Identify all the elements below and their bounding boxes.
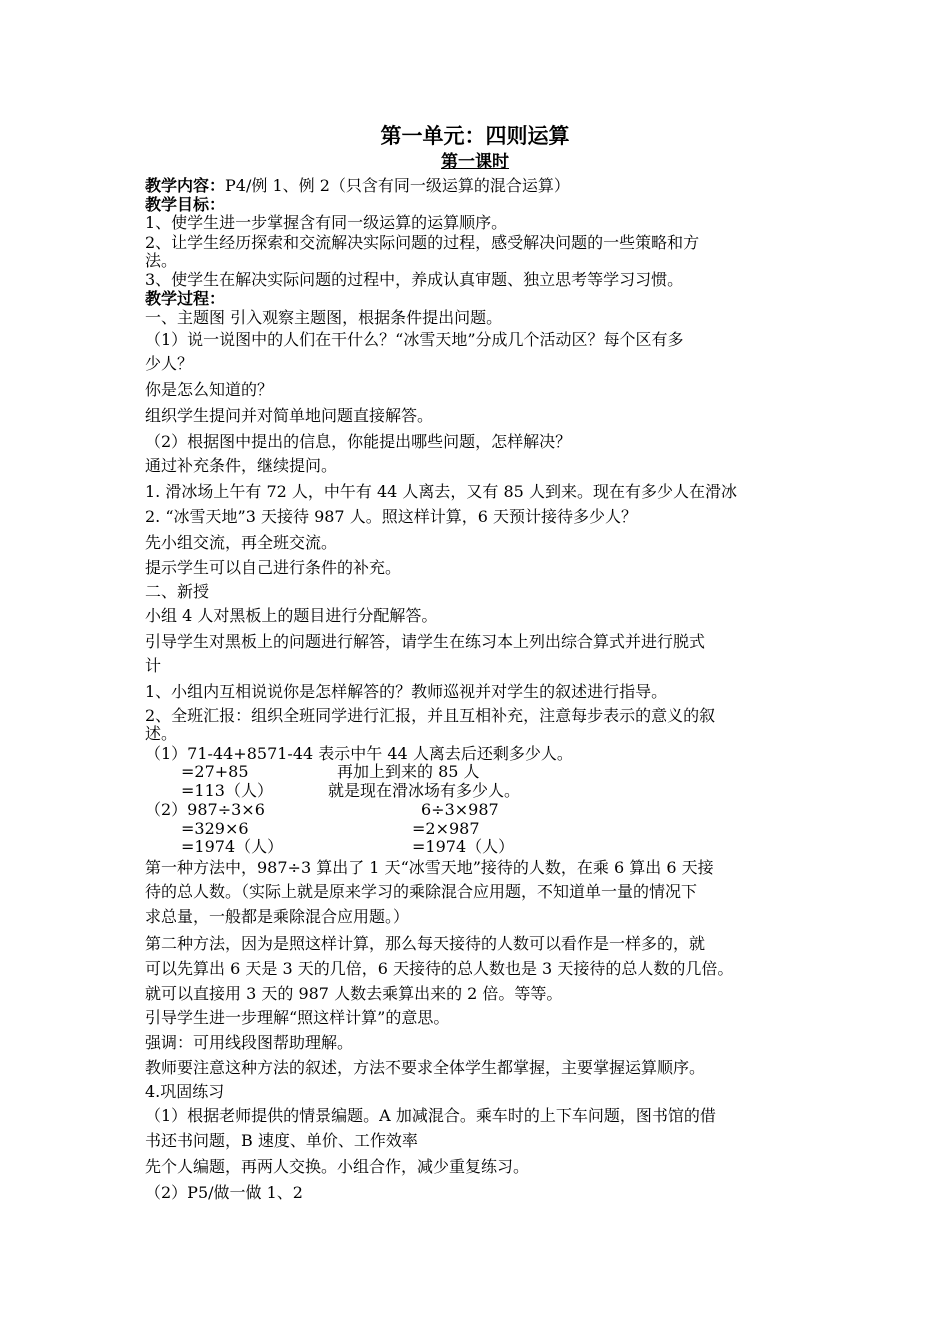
goal-2-line-1: 2、让学生经历探索和交流解决实际问题的过程，感受解决问题的一些策略和方 [145,233,700,252]
calc-step: （2）987÷3×6 [145,800,265,819]
paragraph: （2）P5/做一做 1、2 [145,1183,303,1202]
paragraph: 可以先算出 6 天是 3 天的几倍，6 天接待的总人数也是 3 天接待的总人数的几倍。 [145,959,734,978]
calc-note: 再加上到来的 85 人 [337,762,480,781]
calc-step: =1974（人） [181,837,284,856]
lesson-subtitle: 第一课时 [441,152,509,172]
paragraph: （1）根据老师提供的情景编题。A 加减混合。乘车时的上下车问题，图书馆的借 [145,1106,716,1125]
paragraph: 计 [145,656,162,675]
paragraph: 少人？ [145,354,194,373]
section-heading: 4.巩固练习 [145,1082,225,1101]
calc-step: =113（人） [181,781,273,800]
paragraph: 你是怎么知道的？ [145,380,274,399]
calc-note: 就是现在滑冰场有多少人。 [328,781,521,800]
paragraph: 教师要注意这种方法的叙述，方法不要求全体学生都掌握，主要掌握运算顺序。 [145,1058,706,1077]
calc-step: =329×6 [181,819,249,838]
paragraph: 就可以直接用 3 天的 987 人数去乘算出来的 2 倍。等等。 [145,984,563,1003]
problem-1: 1. 滑冰场上午有 72 人，中午有 44 人离去，又有 85 人到来。现在有多少人在滑冰 [145,482,737,501]
paragraph: 组织学生提问并对简单地问题直接解答。 [145,406,434,425]
paragraph: （2）根据图中提出的信息，你能提出哪些问题，怎样解决？ [145,432,572,451]
paragraph: 先个人编题，再两人交换。小组合作，减少重复练习。 [145,1157,530,1176]
paragraph: 书还书问题，B 速度、单价、工作效率 [145,1131,418,1150]
calc-step: 6÷3×987 [421,800,499,819]
paragraph: 述。 [145,724,178,743]
goal-2-line-2: 法。 [145,251,178,270]
calc-step: =27+85 [181,762,249,781]
paragraph: 待的总人数。（实际上就是原来学习的乘除混合应用题，不知道单一量的情况下 [145,882,698,901]
paragraph: 1、小组内互相说说你是怎样解答的？教师巡视并对学生的叙述进行指导。 [145,682,668,701]
problem-2: 2. “冰雪天地”3 天接待 987 人。照这样计算，6 天预计接待多少人？ [145,507,637,526]
paragraph: 通过补充条件，继续提问。 [145,456,338,475]
paragraph: 第一种方法中，987÷3 算出了 1 天“冰雪天地”接待的人数，在乘 6 算出 6 天接 [145,858,714,877]
paragraph: 一、主题图 引入观察主题图，根据条件提出问题。 [145,308,503,327]
paragraph: 引导学生对黑板上的问题进行解答，请学生在练习本上列出综合算式并进行脱式 [145,632,706,651]
paragraph: 先小组交流，再全班交流。 [145,533,338,552]
calc-step: =2×987 [412,819,480,838]
paragraph: 第二种方法，因为是照这样计算，那么每天接待的人数可以看作是一样多的，就 [145,934,706,953]
paragraph: 提示学生可以自己进行条件的补充。 [145,558,402,577]
paragraph: （1）说一说图中的人们在干什么？“冰雪天地”分成几个活动区？每个区有多 [145,330,684,349]
page-title: 第一单元：四则运算 [380,124,570,148]
content-label: 教学内容： [145,176,226,195]
calc-line: （1）71-44+8571-44 表示中午 44 人离去后还剩多少人。 [145,744,573,763]
paragraph: 小组 4 人对黑板上的题目进行分配解答。 [145,606,438,625]
goals-label: 教学目标： [145,195,226,214]
process-label: 教学过程： [145,289,226,308]
goal-3: 3、使学生在解决实际问题的过程中，养成认真审题、独立思考等学习习惯。 [145,270,684,289]
goal-1: 1、使学生进一步掌握含有同一级运算的运算顺序。 [145,213,508,232]
section-heading: 二、新授 [145,582,210,601]
paragraph: 强调：可用线段图帮助理解。 [145,1033,354,1052]
content-text: P4/例 1、例 2（只含有同一级运算的混合运算） [225,176,570,195]
content-line [145,176,815,196]
calc-step: =1974（人） [412,837,515,856]
paragraph: 求总量，一般都是乘除混合应用题。） [145,907,410,926]
paragraph: 2、全班汇报：组织全班同学进行汇报，并且互相补充，注意每步表示的意义的叙 [145,706,716,725]
paragraph: 引导学生进一步理解“照这样计算”的意思。 [145,1008,450,1027]
